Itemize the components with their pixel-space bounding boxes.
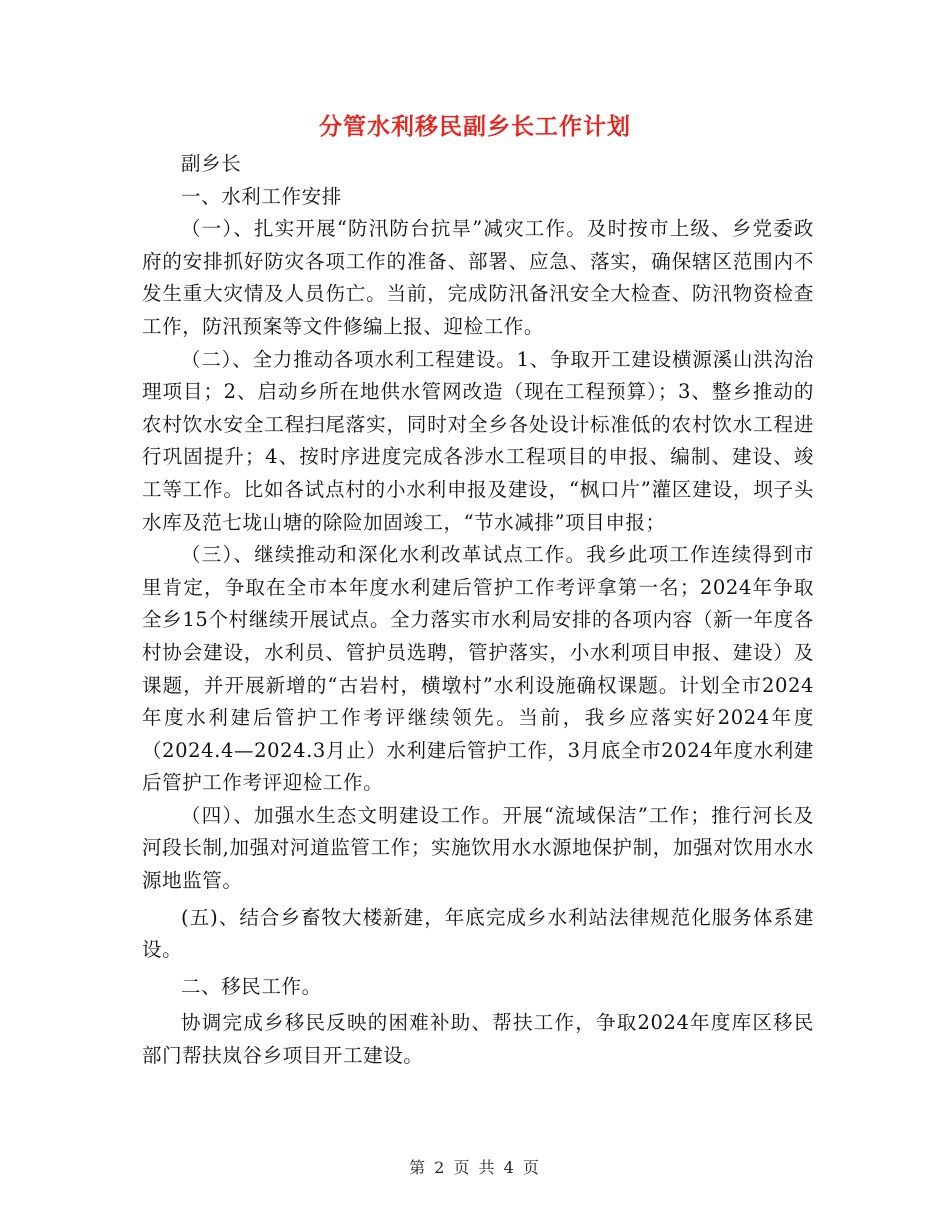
document-body bbox=[142, 148, 814, 1073]
paragraph-flood-control: （一）、扎实开展“防汛防台抗旱”减灾工作。及时按市上级、乡党委政府的安排抓好防灾各项工作的准备、部署、应急、落实，确保辖区范围内不发生重大灾情及人员伤亡。当前，完成防汛备汛安全大检查、防汛物资检查工作，防汛预案等文件修编上报、迎检工作。 bbox=[142, 217, 814, 338]
paragraph-migrant-work: 协调完成乡移民反映的困难补助、帮扶工作，争取2024年度库区移民部门帮扶岚谷乡项目开工建设。 bbox=[142, 1011, 814, 1068]
paragraph-water-projects: （二）、全力推动各项水利工程建设。1、争取开工建设横源溪山洪沟治理项目；2、启动乡所在地供水管网改造（现在工程预算）；3、整乡推动的农村饮水安全工程扫尾落实，同时对全乡各处设计标准低的农村饮水工程进行巩固提升；4、按时序进度完成各涉水工程项目的申报、编制、建设、竣工等工作。比如各试点村的小水利申报及建设，“枫口片”灌区建设，坝子头水库及范七垅山塘的除险加固竣工，“节水减排”项目申报； bbox=[142, 347, 814, 534]
paragraph-reform-pilot: （三）、继续推动和深化水利改革试点工作。我乡此项工作连续得到市里肯定，争取在全市本年度水利建后管护工作考评拿第一名；2024年争取全乡15个村继续开展试点。全力落实市水利局安排的各项内容（新一年度各村协会建设，水利员、管护员选聘，管护落实，小水利项目申报、建设）及课题，并开展新增的“古岩村，横墩村”水利设施确权课题。计划全市2024年度水利建后管护工作考评继续领先。当前，我乡应落实好2024年度（2024.4—2024.3月止）水利建后管护工作，3月底全市2024年度水利建后管护工作考评迎检工作。 bbox=[142, 543, 814, 795]
paragraph-role: 副乡长 bbox=[181, 152, 242, 175]
section-heading-water: 一、水利工作安排 bbox=[181, 184, 342, 208]
page-footer: 第 2 页 共 4 页 bbox=[409, 1158, 541, 1177]
section-heading-migrant: 二、移民工作。 bbox=[181, 974, 322, 998]
paragraph-ecology: （四）、加强水生态文明建设工作。开展“流域保洁”工作；推行河长及河段长制,加强对河道监管工作；实施饮用水水源地保护制，加强对饮用水水源地监管。 bbox=[142, 803, 814, 893]
document-title: 分管水利移民副乡长工作计划 bbox=[319, 114, 631, 140]
paragraph-legal-system: (五)、结合乡畜牧大楼新建，年底完成乡水利站法律规范化服务体系建设。 bbox=[142, 905, 814, 962]
